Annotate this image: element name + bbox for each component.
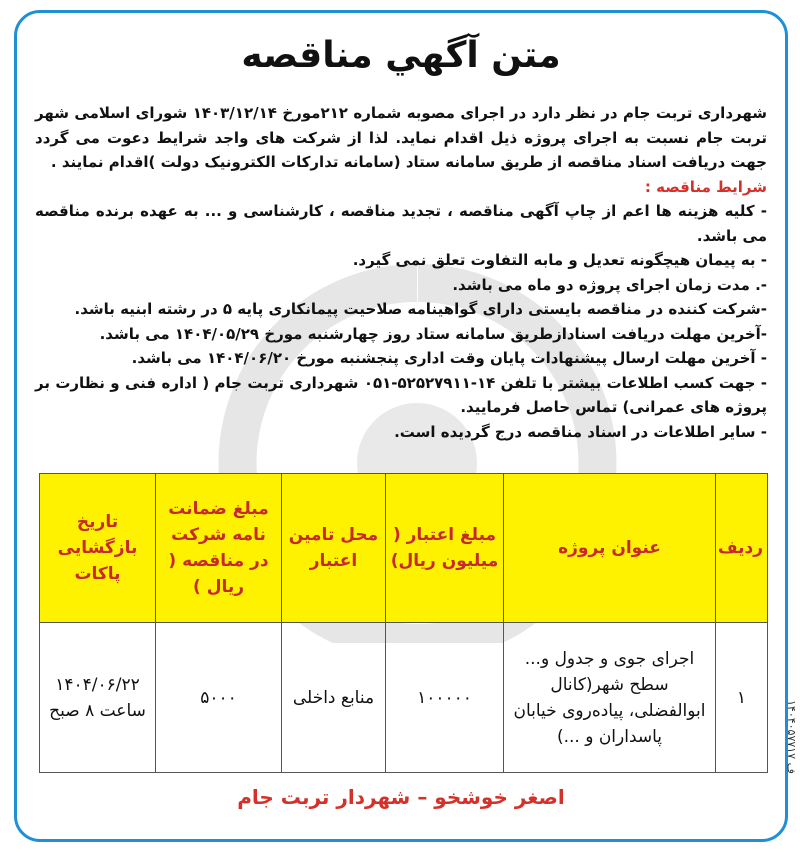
- signature-line: اصغر خوشخو – شهردار تربت جام: [237, 785, 565, 809]
- condition-item: - به پیمان هیچگونه تعدیل و مابه التفاوت تعلق نمی گیرد.: [352, 251, 767, 269]
- cell-opening-date: [40, 623, 156, 773]
- header-index: ردیف: [716, 474, 768, 623]
- tender-table: [39, 473, 768, 773]
- cell-funding-source: منابع داخلی: [282, 623, 386, 773]
- cell-credit-amount: ۱۰۰۰۰۰: [386, 623, 504, 773]
- conditions-heading: شرایط مناقصه :: [644, 177, 767, 196]
- opening-date-value: ۱۴۰۴/۰۶/۲۲: [55, 674, 140, 695]
- notice-frame: [14, 10, 788, 842]
- publication-code: ۱۴۰۴۰۵۷۷۱۷ ف: [785, 700, 798, 774]
- page-title: متن آگهي مناقصه: [241, 35, 561, 76]
- condition-item: - جهت کسب اطلاعات بیشتر با تلفن ۱۴-۵۲۵۲۷۹۱۱-۰۵۱ شهرداری تربت جام ( اداره فنی و نظارت بر پروژه های عمرانی) تماس حاصل فرمایید.: [35, 373, 768, 416]
- condition-item: -شرکت کننده در مناقصه بایستی دارای گواهینامه صلاحیت پیمانکاری پایه ۵ در رشته ابنیه باشد.: [74, 300, 767, 318]
- header-opening-date: تاریخ بازگشایی پاکات: [40, 474, 156, 623]
- header-funding-source: محل تامین اعتبار: [282, 474, 386, 623]
- table-header-row: [40, 474, 768, 623]
- notice-body: [35, 101, 767, 444]
- condition-item: - سایر اطلاعات در اسناد مناقصه درج گردیده است.: [394, 422, 767, 441]
- cell-index: ۱: [716, 623, 768, 773]
- condition-item: -آخرین مهلت دریافت اسنادازطریق سامانه ستاد روز چهارشنبه مورخ ۱۴۰۴/۰۵/۲۹ می باشد.: [99, 324, 767, 343]
- opening-time-value: ساعت ۸ صبح: [49, 700, 146, 721]
- condition-item: -. مدت زمان اجرای پروژه دو ماه می باشد.: [452, 275, 767, 294]
- condition-item: - آخرین مهلت ارسال پیشنهادات پایان وقت اداری پنجشنبه مورخ ۱۴۰۴/۰۶/۲۰ می باشد.: [131, 349, 767, 367]
- table-row: [40, 623, 768, 773]
- cell-guarantee-amount: ۵۰۰۰: [156, 623, 282, 773]
- header-project-title: عنوان پروژه: [504, 474, 716, 623]
- header-credit-amount: مبلغ اعتبار ( میلیون ریال): [386, 474, 504, 623]
- condition-item: - کلیه هزینه ها اعم از چاپ آگهی مناقصه ، تجدید مناقصه ، کارشناسی و ... به عهده برنده مناقصه می باشد.: [35, 202, 767, 245]
- intro-paragraph: شهرداری تربت جام در نظر دارد در اجرای مصوبه شماره ۲۱۲مورخ ۱۴۰۳/۱۲/۱۴ شورای اسلامی شهر تربت جام نسبت به اجرای پروژه ذیل اقدام نماید. لذا از شرکت های واجد شرایط دعوت می گردد جهت دریافت اسناد مناقصه از طریق سامانه ستاد (سامانه تدارکات الکترونیک دولت )اقدام نمایند .: [35, 104, 767, 171]
- header-guarantee-amount: مبلغ ضمانت نامه شرکت در مناقصه ( ریال ): [156, 474, 282, 623]
- cell-project-title: اجرای جوی و جدول و... سطح شهر(کانال ابوالفضلی، پیاده‌روی خیابان پاسداران و ...): [504, 623, 716, 773]
